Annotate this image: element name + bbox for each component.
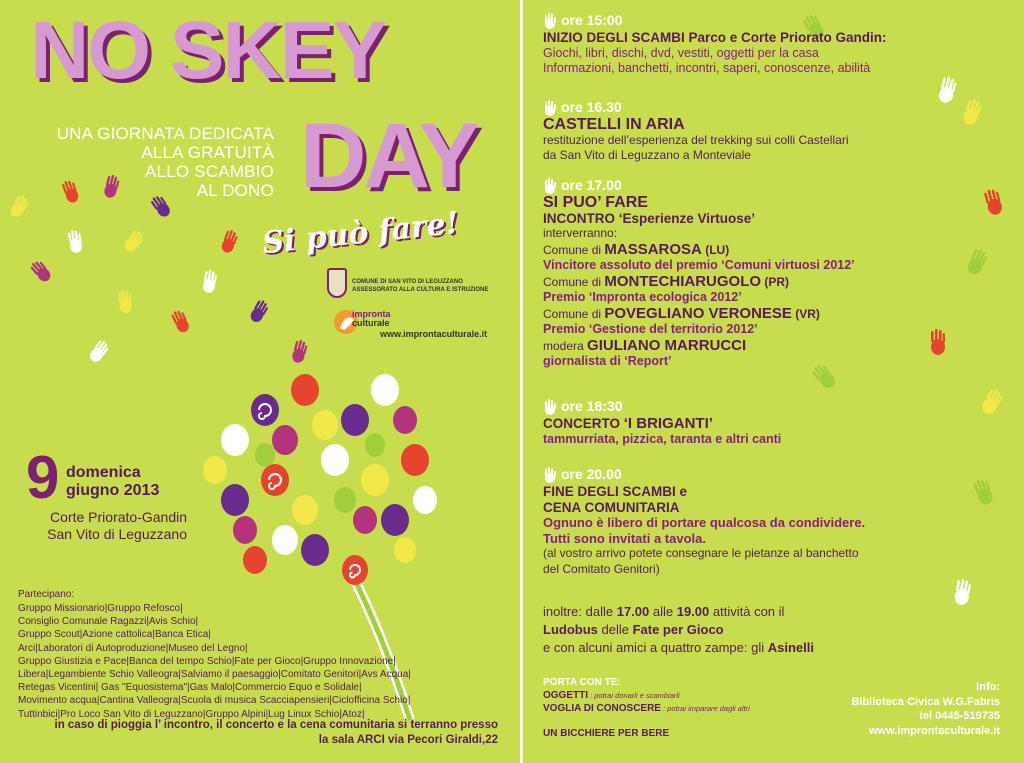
extra-line bbox=[543, 639, 814, 657]
block-heading: CENA COMUNITARIA bbox=[543, 499, 680, 515]
info-title: Info: bbox=[976, 681, 1000, 693]
block-text: Giochi, libri, dischi, dvd, vestiti, oggetti per la casa bbox=[543, 45, 819, 60]
subtitle-line: ALLO SCAMBIO bbox=[145, 162, 274, 181]
title-day: DAY bbox=[300, 105, 477, 207]
extra-time: 19.00 bbox=[676, 604, 710, 619]
participants-line: Arci|Laboratori di Autoproduzione|Museo del Legno| bbox=[18, 642, 248, 654]
hand-cluster bbox=[203, 374, 437, 585]
hand-icon bbox=[8, 174, 308, 364]
bring-title: PORTA CON TE: bbox=[543, 677, 621, 688]
bring-with-you bbox=[543, 676, 750, 740]
logo-word-2: culturale bbox=[352, 318, 390, 328]
info-phone: tel 0445-519735 bbox=[919, 710, 1000, 722]
extra-text: alle bbox=[649, 604, 677, 619]
hand-icon bbox=[543, 467, 557, 483]
extra-text: inoltre: dalle bbox=[543, 604, 617, 619]
block-subheading: INCONTRO ‘Esperienze Virtuose’ bbox=[543, 210, 756, 226]
event-place bbox=[32, 509, 187, 543]
logo-url: www.improntaculturale.it bbox=[380, 329, 488, 339]
participants-title: Partecipano: bbox=[18, 589, 75, 600]
participants-line: Movimento acqua|Cantina Valleogra|Scuola di musica Scacciapensieri|Ciclofficina Schio| bbox=[18, 695, 411, 707]
comune-province: (LU) bbox=[701, 242, 730, 257]
extra-text: e con alcuni amici a quattro zampe: gli bbox=[543, 640, 768, 655]
bring-item-note: : potrai donarli e scambiarli bbox=[588, 691, 680, 700]
bring-item-label: UN BICCHIERE PER BERE bbox=[543, 728, 670, 739]
time-label: ore 17.00 bbox=[561, 177, 622, 194]
moderator-name: GIULIANO MARRUCCI bbox=[587, 336, 747, 354]
block-text: interverranno: bbox=[543, 226, 618, 240]
extra-line bbox=[543, 621, 814, 639]
block-text: restituzione dell’esperienza del trekking sui colli Castellari bbox=[543, 132, 849, 147]
prize-text: Premio ‘Gestione del territorio 2012’ bbox=[543, 322, 758, 336]
comune-name: MONTECHIARUGOLO bbox=[604, 272, 762, 290]
block-note: del Comitato Genitori) bbox=[543, 561, 660, 576]
extra-text: attività con il bbox=[709, 604, 785, 619]
time-label: ore 15:00 bbox=[561, 12, 623, 29]
participants-line: Gruppo Scout|Azione cattolica|Banca Etica| bbox=[18, 629, 211, 641]
hand-icon bbox=[543, 100, 557, 116]
right-panel bbox=[523, 0, 1024, 763]
logo-wordmark bbox=[352, 310, 391, 328]
participants-line: Gruppo Missionario|Gruppo Refosco| bbox=[18, 603, 183, 614]
time-row bbox=[543, 12, 887, 30]
rain-notice bbox=[18, 718, 498, 748]
fate-per-gioco: Fate per Gioco bbox=[632, 622, 724, 637]
hand-icon bbox=[543, 399, 557, 415]
subtitle-line: UNA GIORNATA DEDICATA bbox=[56, 124, 274, 143]
title-no-skey: NO SKEY bbox=[30, 5, 386, 96]
speaker-comune bbox=[543, 274, 855, 291]
block-text: Informazioni, banchetti, incontri, saperi, conoscenze, abilità bbox=[543, 61, 871, 75]
weekday: domenica bbox=[66, 464, 141, 481]
comune-province: (VR) bbox=[791, 306, 820, 321]
info-website: www.improntaculturale.it bbox=[869, 724, 1000, 737]
prize-text: Vincitore assoluto del premio ‘Comuni virtuosi 2012’ bbox=[543, 258, 855, 272]
bring-item-label: OGGETTI bbox=[543, 690, 588, 701]
moderator-prefix: modera bbox=[543, 338, 588, 353]
comune-crest-icon bbox=[327, 268, 347, 298]
comune-prefix: Comune di bbox=[543, 306, 605, 321]
comune-name: POVEGLIANO VERONESE bbox=[604, 304, 792, 322]
block-heading: FINE DEGLI SCAMBI e bbox=[543, 484, 688, 499]
extra-line bbox=[543, 603, 814, 621]
bring-item bbox=[543, 689, 750, 702]
hand-icon bbox=[543, 13, 557, 29]
time-row bbox=[543, 398, 781, 416]
comune-prefix: Comune di bbox=[543, 242, 605, 257]
comune-province: (PR) bbox=[761, 274, 790, 289]
comune-prefix: Comune di bbox=[543, 274, 605, 289]
ludobus: Ludobus bbox=[543, 622, 598, 637]
comune-name: MASSAROSA bbox=[604, 240, 702, 258]
bring-item-note: : potrai imparare dagli altri bbox=[660, 704, 750, 713]
comune-name: COMUNE DI SAN VITO DI LEGUZZANO bbox=[352, 279, 463, 285]
time-row bbox=[543, 99, 848, 117]
block-text: Tutti sono invitati a tavola. bbox=[543, 530, 706, 546]
rain-line-1: in caso di pioggia l’ incontro, il concerto e la cena comunitaria si terranno presso bbox=[54, 719, 498, 731]
schedule-block-2 bbox=[543, 99, 848, 164]
moderator bbox=[543, 338, 855, 355]
block-note: (al vostro arrivo potete consegnare le pietanze al banchetto bbox=[543, 546, 859, 560]
comune-office: ASSESSORATO ALLA CULTURA E ISTRUZIONE bbox=[352, 287, 489, 293]
schedule-block-4 bbox=[543, 398, 781, 447]
bring-item bbox=[543, 702, 750, 715]
subtitle-line: AL DONO bbox=[196, 181, 274, 200]
time-row bbox=[543, 466, 865, 484]
slogan: Si può fare! bbox=[260, 205, 461, 262]
time-label: ore 20.00 bbox=[561, 466, 622, 483]
bring-item bbox=[543, 727, 750, 740]
block-heading: SI PUO’ FARE bbox=[543, 194, 648, 211]
speaker-comune bbox=[543, 242, 855, 259]
logo-word-1: impronta bbox=[352, 309, 391, 319]
prize-text: Premio ‘Impronta ecologica 2012’ bbox=[543, 290, 742, 304]
comune-text bbox=[352, 278, 488, 294]
speaker-comune bbox=[543, 306, 855, 323]
block-text: tammurriata, pizzica, taranta e altri canti bbox=[543, 431, 782, 446]
participants-list bbox=[18, 602, 488, 721]
asinelli: Asinelli bbox=[767, 640, 814, 655]
block-heading bbox=[543, 416, 781, 432]
day-number: 9 bbox=[26, 444, 60, 511]
rain-line-2: la sala ARCI via Pecori Giraldi,22 bbox=[318, 734, 498, 746]
participants-line: Retegas Vicentini| Gas "Equosistema"|Gas Malo|Commercio Equo e Solidale| bbox=[18, 682, 362, 694]
extra-activities bbox=[543, 603, 814, 657]
place-town: San Vito di Leguzzano bbox=[47, 526, 187, 542]
bring-item-label: VOGLIA DI CONOSCERE bbox=[543, 703, 661, 714]
block-text: Ognuno è libero di portare qualcosa da condividere. bbox=[543, 515, 866, 530]
participants-line: Tuttinbici|Pro Loco San Vito di Leguzzano|Gruppo Alpini|Lug Linux Schio|Atoz| bbox=[18, 708, 365, 720]
block-heading: CASTELLI IN ARIA bbox=[543, 116, 685, 133]
participants-line: Consiglio Comunale Ragazzi|Avis Schio| bbox=[18, 616, 199, 628]
time-label: ore 16.30 bbox=[561, 99, 622, 116]
moderator-role: giornalista di ‘Report’ bbox=[543, 354, 672, 368]
time-row bbox=[543, 177, 855, 195]
participants-line: Gruppo Giustizia e Pace|Banca del tempo Schio|Fate per Gioco|Gruppo Innovazione| bbox=[18, 655, 396, 667]
place-venue: Corte Priorato-Gandin bbox=[50, 509, 187, 525]
block-heading: INIZIO DEGLI SCAMBI Parco e Corte Priorato Gandin: bbox=[543, 30, 887, 45]
event-date bbox=[66, 464, 159, 500]
participants-line: Libera|Legambiente Schio Valleogra|Salviamo il paesaggio|Comitato Genitori|Avs Acqua| bbox=[18, 669, 411, 681]
info-library: Biblioteca Civica W.G.Fabris bbox=[851, 695, 1000, 708]
subtitle-line: ALLA GRATUITÀ bbox=[141, 143, 274, 162]
info-box bbox=[851, 680, 1000, 738]
scattered-hands bbox=[0, 160, 330, 380]
band-name: ‘I BRIGANTI’ bbox=[623, 415, 713, 432]
time-label: ore 18:30 bbox=[561, 398, 623, 415]
extra-time: 17.00 bbox=[616, 604, 650, 619]
block-text: da San Vito di Leguzzano a Monteviale bbox=[543, 148, 751, 162]
hand-icon bbox=[543, 178, 557, 194]
schedule-block-1 bbox=[543, 12, 887, 77]
concert-prefix: CONCERTO bbox=[543, 416, 624, 431]
schedule-block-5 bbox=[543, 466, 865, 577]
month-year: giugno 2013 bbox=[66, 482, 160, 499]
extra-text: delle bbox=[597, 622, 633, 637]
schedule-block-3 bbox=[543, 177, 855, 370]
